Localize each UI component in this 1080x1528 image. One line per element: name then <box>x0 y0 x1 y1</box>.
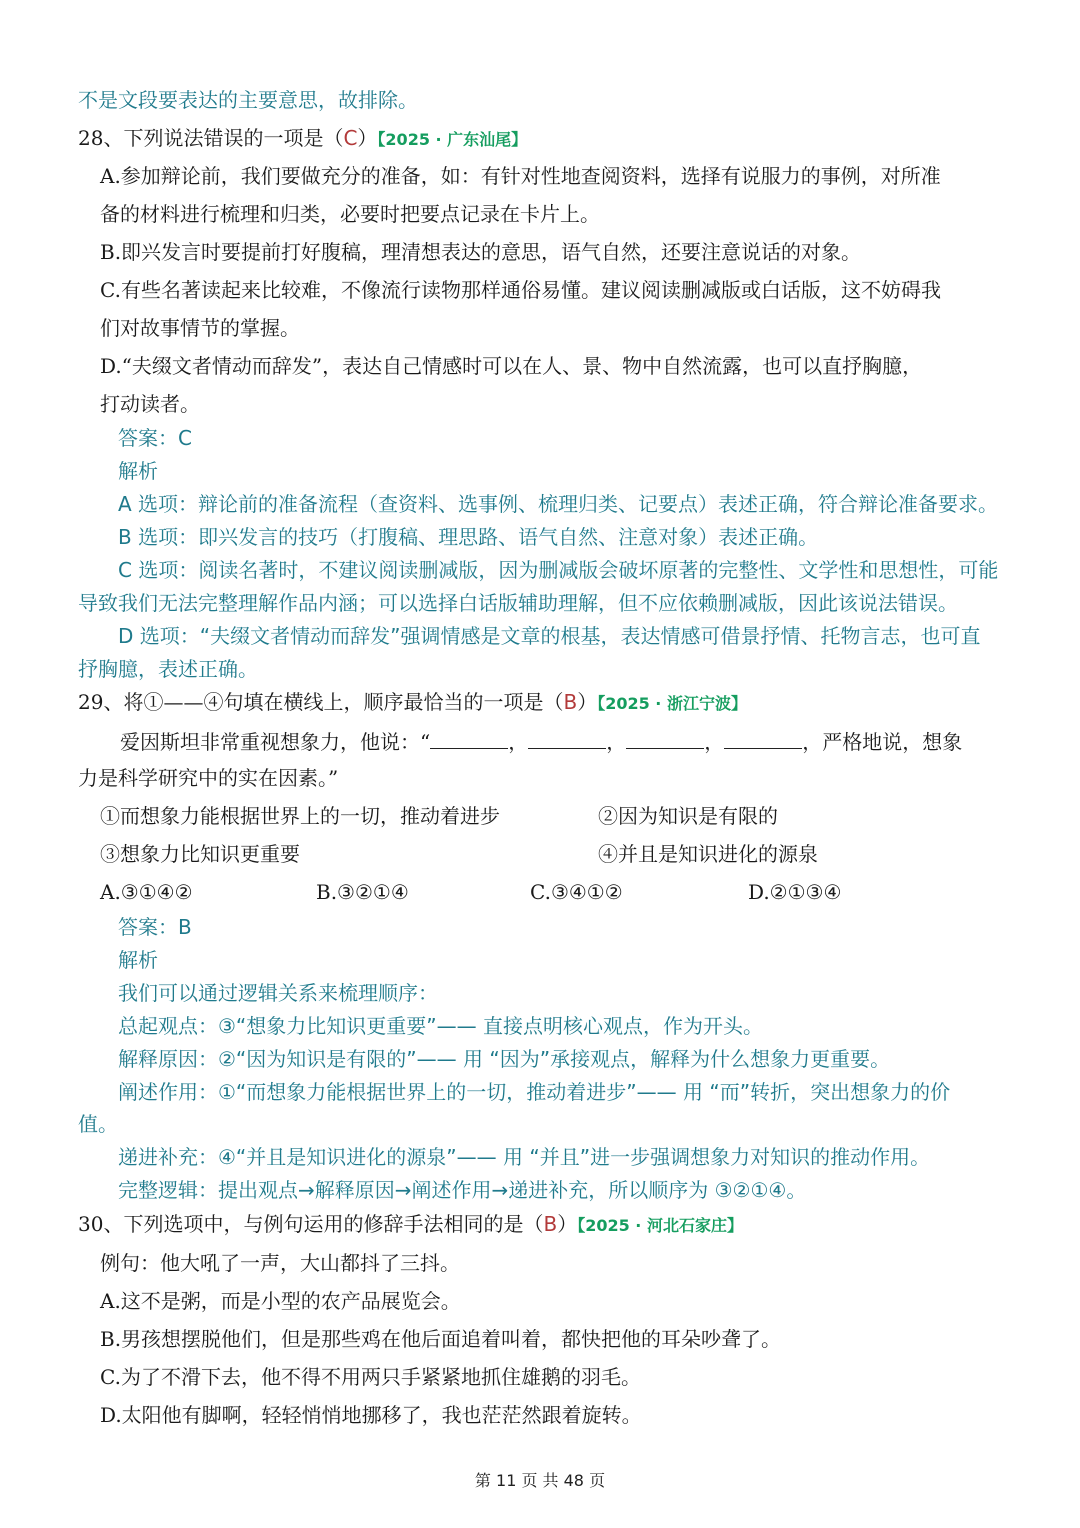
passage-quote-start: 爱因斯坦非常重视想象力，他说：“ <box>120 730 431 754</box>
question-28-text: 28、下列说法错误的一项是（ <box>78 126 344 150</box>
fill-blank-2 <box>528 730 606 749</box>
question-28-explain-b: B 选项：即兴发言的技巧（打腹稿、理思路、语气自然、注意对象）表述正确。 <box>118 525 819 549</box>
question-29-option-d: D.②①③④ <box>748 880 842 904</box>
previous-explanation-end: 不是文段要表达的主要意思，故排除。 <box>78 88 418 112</box>
question-29-source-tag: 【2025 · 浙江宁波】 <box>597 694 747 713</box>
question-30-option-c: C.为了不滑下去，他不得不用两只手紧紧地抓住雄鹅的羽毛。 <box>100 1365 641 1389</box>
sentence-2: ②因为知识是有限的 <box>598 804 778 828</box>
question-29-option-a: A.③①④② <box>100 880 193 904</box>
question-30-option-a: A.这不是粥，而是小型的农产品展览会。 <box>100 1289 461 1313</box>
question-28-answer: 答案：C <box>118 426 192 450</box>
question-29-passage-line2: 力是科学研究中的实在因素。” <box>78 766 339 790</box>
question-28-option-d-line2: 打动读者。 <box>100 392 200 416</box>
question-28-option-c-line1: C.有些名著读起来比较难，不像流行读物那样通俗易懂。建议阅读删减版或白话版，这不妨碍我 <box>100 278 941 302</box>
page-number-footer: 第 11 页 共 48 页 <box>474 1471 606 1490</box>
question-28-explain-a: A 选项：辩论前的准备流程（查资料、选事例、梳理归类、记要点）表述正确，符合辩论准备要求。 <box>118 492 999 516</box>
question-29-stem <box>78 688 747 718</box>
question-29-answer: 答案：B <box>118 915 192 939</box>
blank-separator-3: ， <box>704 730 725 754</box>
fill-blank-4 <box>724 730 802 749</box>
question-30-example: 例句：他大吼了一声，大山都抖了三抖。 <box>100 1251 460 1275</box>
question-30-text: 30、下列选项中，与例句运用的修辞手法相同的是（ <box>78 1212 544 1236</box>
question-28-explain-d-line1: D 选项：“夫缀文者情动而辞发”强调情感是文章的根基，表达情感可借景抒情、托物言志，也可直 <box>118 624 981 648</box>
blank-separator-2: ， <box>606 730 627 754</box>
question-30-option-b: B.男孩想摆脱他们，但是那些鸡在他后面追着叫着，都快把他的耳朵吵聋了。 <box>100 1327 782 1351</box>
question-29-explain-intro: 我们可以通过逻辑关系来梳理顺序： <box>118 981 438 1005</box>
fill-blank-1 <box>430 730 508 749</box>
question-29-option-c: C.③④①② <box>530 880 623 904</box>
question-29-explain-5: 完整逻辑：提出观点→解释原因→阐述作用→递进补充，所以顺序为 ③②①④。 <box>118 1178 807 1202</box>
question-28-explain-d-line2: 抒胸臆，表述正确。 <box>78 657 258 681</box>
question-29-text: 29、将①——④句填在横线上，顺序最恰当的一项是（ <box>78 690 564 714</box>
question-28-option-d-line1: D.“夫缀文者情动而辞发”，表达自己情感时可以在人、景、物中自然流露，也可以直抒胸臆， <box>100 354 923 378</box>
question-28-explain-c-line2: 导致我们无法完整理解作品内涵；可以选择白话版辅助理解，但不应依赖删减版，因此该说法错误。 <box>78 591 958 615</box>
question-29-passage-line1 <box>120 728 962 756</box>
question-29-explain-1: 总起观点：③“想象力比知识更重要”—— 直接点明核心观点，作为开头。 <box>118 1014 764 1038</box>
question-28-option-a-line1: A.参加辩论前，我们要做充分的准备，如：有针对性地查阅资料，选择有说服力的事例，对所准 <box>100 164 941 188</box>
blank-separator-1: ， <box>508 730 529 754</box>
question-30-source-tag: 【2025 · 河北石家庄】 <box>577 1216 743 1235</box>
question-28-option-c-line2: 们对故事情节的掌握。 <box>100 316 300 340</box>
question-29-analysis-heading: 解析 <box>118 948 158 972</box>
question-28-analysis-heading: 解析 <box>118 459 158 483</box>
sentence-3: ③想象力比知识更重要 <box>100 842 300 866</box>
question-30-option-d: D.太阳他有脚啊，轻轻悄悄地挪移了，我也茫茫然跟着旋转。 <box>100 1403 642 1427</box>
question-28-stem <box>78 124 527 154</box>
question-30-stem <box>78 1210 743 1240</box>
question-28-explain-c-line1: C 选项：阅读名著时，不建议阅读删减版，因为删减版会破坏原著的完整性、文学性和思想性，可能 <box>118 558 999 582</box>
question-28-source-tag: 【2025 · 广东汕尾】 <box>377 130 528 149</box>
question-30-answer-choice: B <box>543 1212 558 1236</box>
passage-quote-end: ，严格地说，想象 <box>802 730 963 754</box>
question-29-explain-3-line1: 阐述作用：①“而想象力能根据世界上的一切，推动着进步”—— 用 “而”转折，突出想象力的价 <box>118 1080 951 1104</box>
question-29-explain-2: 解释原因：②“因为知识是有限的”—— 用 “因为”承接观点，解释为什么想象力更重要。 <box>118 1047 891 1071</box>
sentence-4: ④并且是知识进化的源泉 <box>598 842 818 866</box>
fill-blank-3 <box>626 730 704 749</box>
question-28-option-b: B.即兴发言时要提前打好腹稿，理清想表达的意思，语气自然，还要注意说话的对象。 <box>100 240 862 264</box>
question-28-option-a-line2: 备的材料进行梳理和归类，必要时把要点记录在卡片上。 <box>100 202 600 226</box>
question-28-answer-choice: C <box>343 126 358 150</box>
question-29-answer-choice: B <box>563 690 578 714</box>
question-29-close: ） <box>577 690 598 714</box>
question-29-option-b: B.③②①④ <box>316 880 409 904</box>
question-28-close: ） <box>357 126 378 150</box>
sentence-1: ①而想象力能根据世界上的一切，推动着进步 <box>100 804 500 828</box>
question-30-close: ） <box>557 1212 578 1236</box>
question-29-explain-4: 递进补充：④“并且是知识进化的源泉”—— 用 “并且”进一步强调想象力对知识的推动作用。 <box>118 1145 931 1169</box>
question-29-explain-3-line2: 值。 <box>78 1112 118 1136</box>
